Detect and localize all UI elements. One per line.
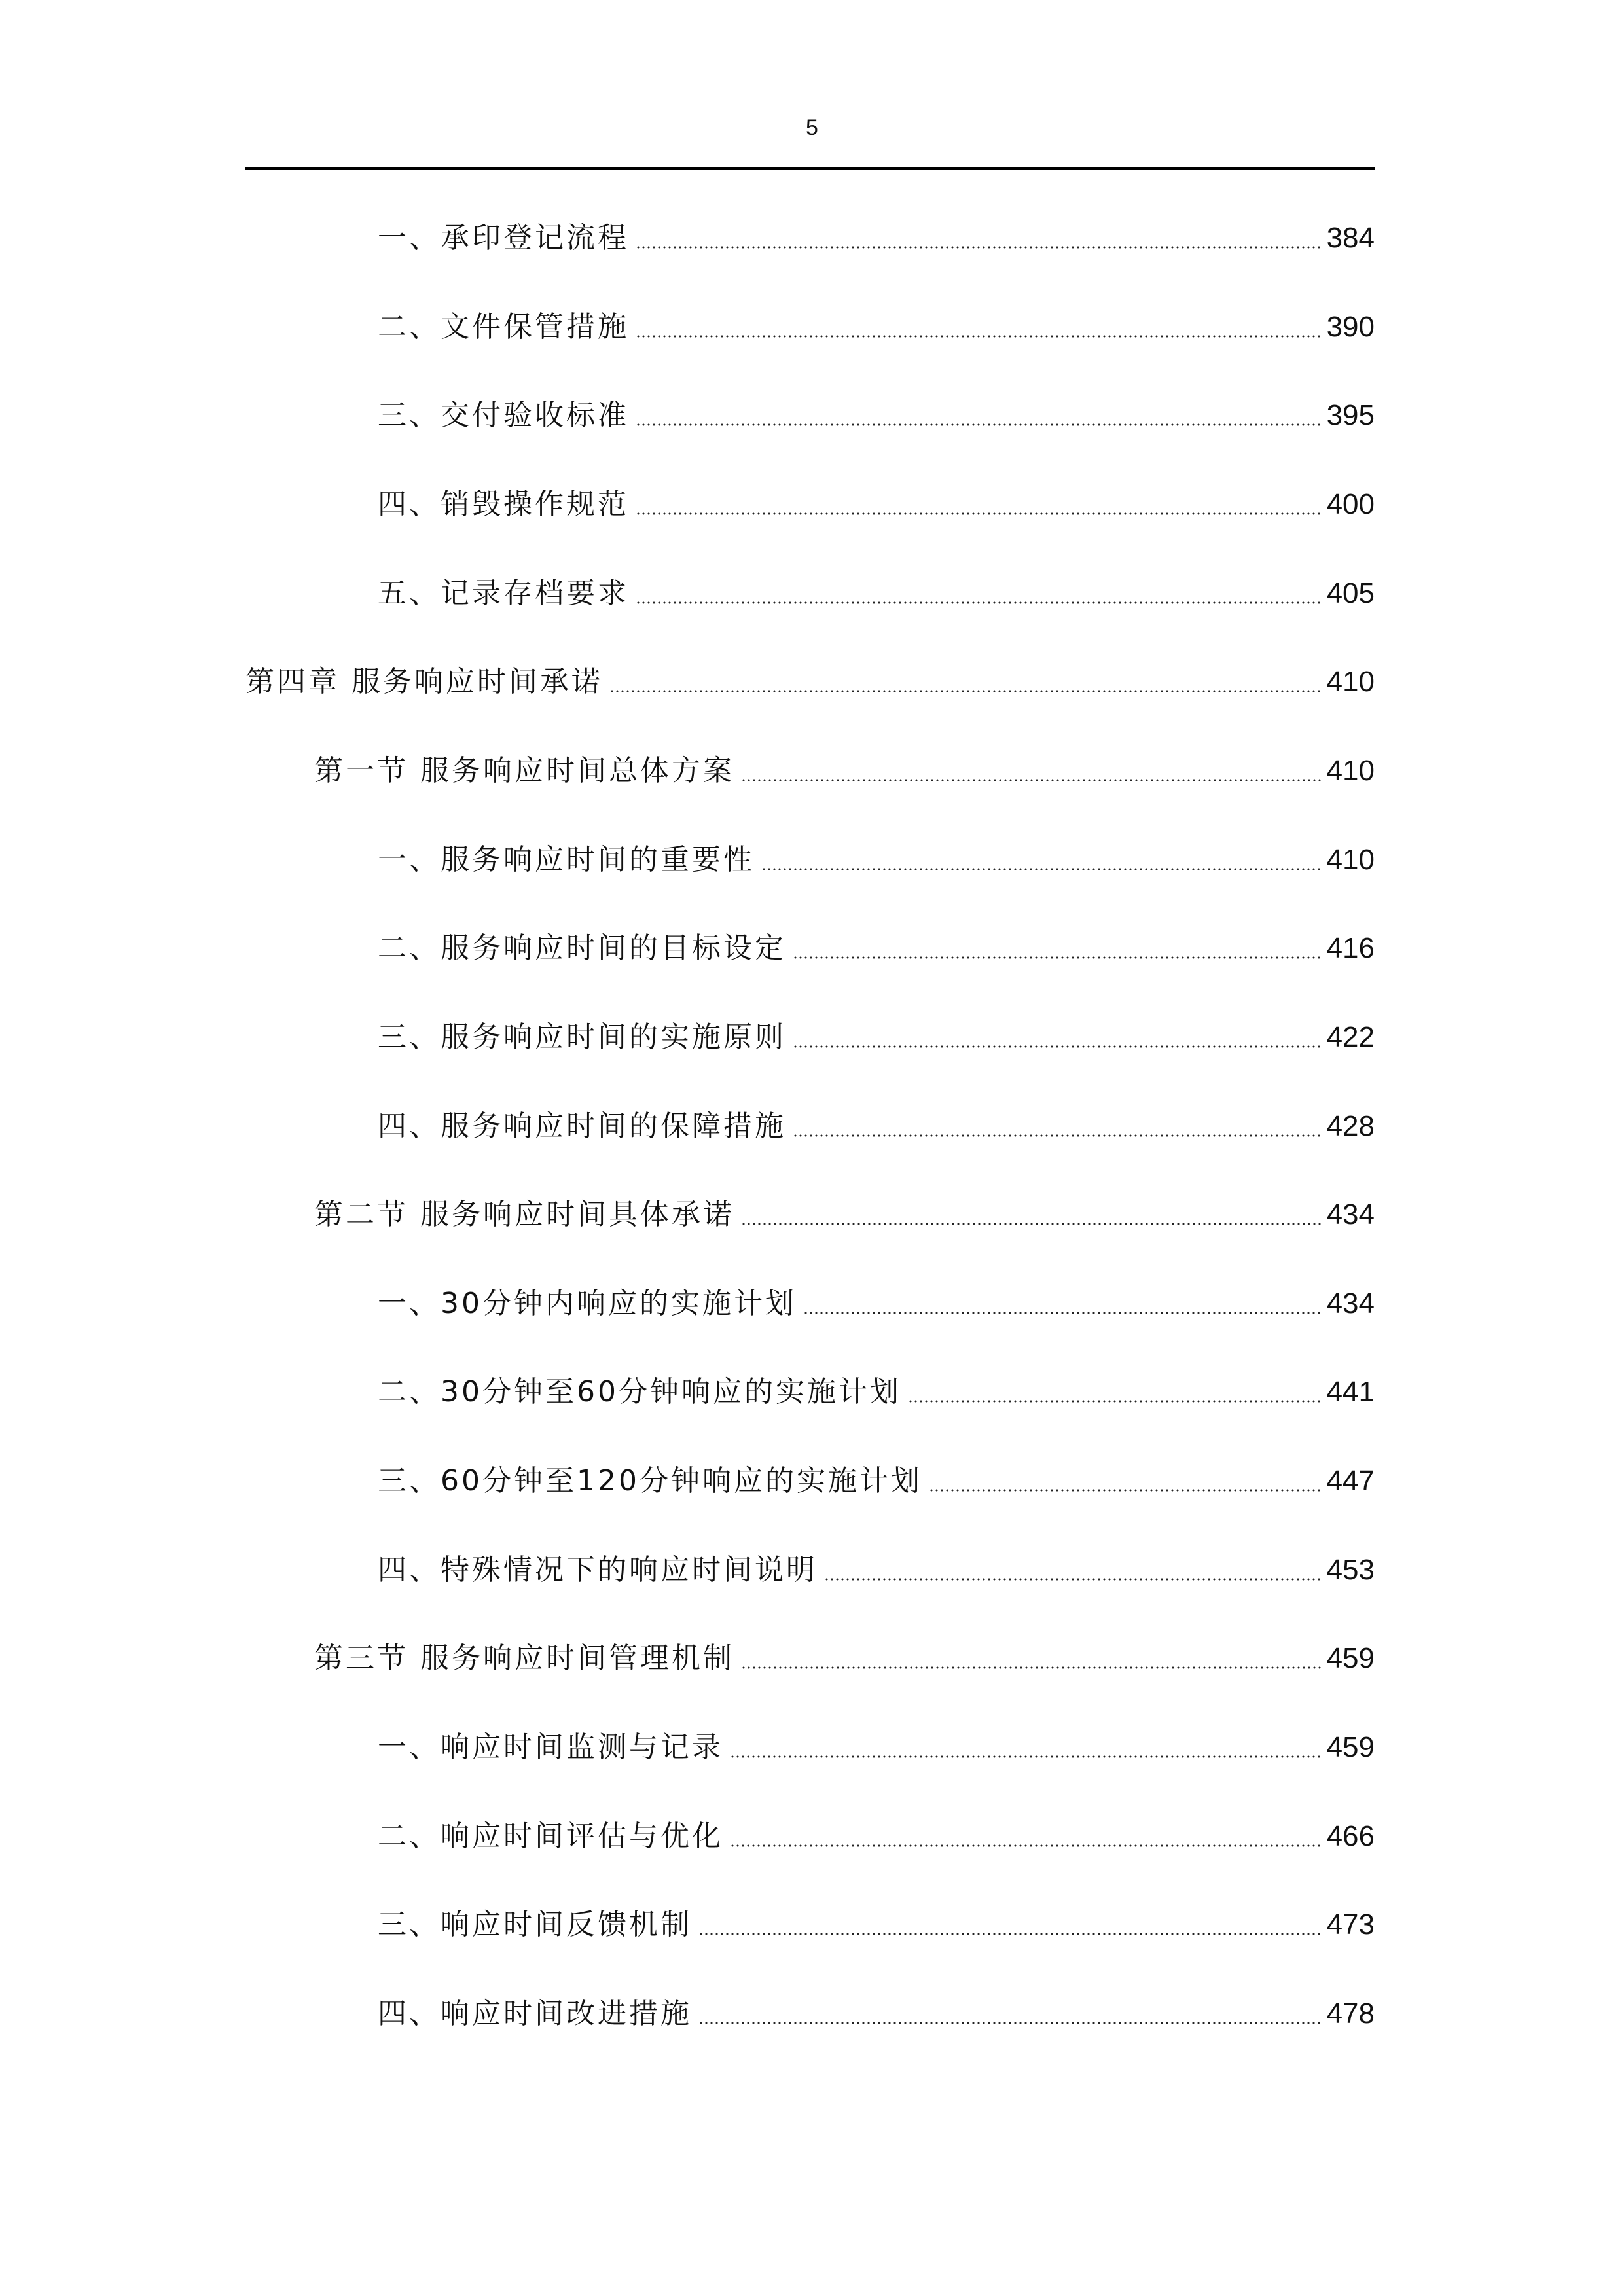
- dot-leader: [803, 1312, 1323, 1314]
- toc-entry-page: 478: [1326, 1998, 1375, 2030]
- dot-leader: [793, 1134, 1323, 1137]
- toc-entry-page: 434: [1326, 1287, 1375, 1319]
- toc-entry-title: 第四章 服务响应时间承诺: [245, 665, 603, 699]
- toc-entry[interactable]: [378, 1284, 1375, 1323]
- toc-entry-title: 一、服务响应时间的重要性: [378, 842, 755, 876]
- toc-entry-title: 五、记录存档要求: [378, 576, 629, 610]
- toc-entry-title: 第一节 服务响应时间总体方案: [314, 753, 734, 787]
- toc-entry-title: 四、销毁操作规范: [378, 487, 629, 521]
- toc-entry[interactable]: [378, 1728, 1375, 1767]
- toc-entry-title: 三、服务响应时间的实施原则: [378, 1020, 786, 1054]
- dot-leader: [761, 868, 1323, 870]
- dot-leader: [929, 1489, 1323, 1492]
- dot-leader: [741, 779, 1323, 781]
- toc-entry[interactable]: [245, 662, 1375, 702]
- dot-leader: [824, 1578, 1323, 1581]
- dot-leader: [698, 1933, 1323, 1935]
- toc-entry[interactable]: [314, 1639, 1375, 1678]
- dot-leader: [636, 512, 1323, 515]
- toc-entry-page: 410: [1326, 843, 1375, 876]
- dot-leader: [793, 956, 1323, 959]
- toc-entry[interactable]: [314, 1195, 1375, 1234]
- toc-entry-title: 一、30分钟内响应的实施计划: [378, 1286, 797, 1320]
- page-number: 5: [806, 115, 818, 140]
- toc-entry-title: 二、文件保管措施: [378, 310, 629, 344]
- toc-entry-title: 二、服务响应时间的目标设定: [378, 931, 786, 965]
- toc-entry-page: 422: [1326, 1020, 1375, 1053]
- toc-entry-page: 473: [1326, 1909, 1375, 1941]
- toc-entry[interactable]: [378, 1372, 1375, 1412]
- dot-leader: [636, 335, 1323, 338]
- toc-entry[interactable]: [378, 574, 1375, 613]
- toc-entry-title: 四、特殊情况下的响应时间说明: [378, 1552, 818, 1587]
- toc-entry-page: 400: [1326, 488, 1375, 520]
- toc-entry-title: 二、30分钟至60分钟响应的实施计划: [378, 1375, 901, 1409]
- toc-entry-title: 三、响应时间反馈机制: [378, 1908, 692, 1942]
- toc-entry-page: 447: [1326, 1465, 1375, 1498]
- dot-leader: [636, 246, 1323, 249]
- toc-entry[interactable]: [378, 1994, 1375, 2034]
- toc-entry-title: 三、60分钟至120分钟响应的实施计划: [378, 1464, 922, 1498]
- dot-leader: [730, 1844, 1323, 1847]
- toc-entry[interactable]: [378, 308, 1375, 347]
- dot-leader: [741, 1666, 1323, 1669]
- toc-entry-page: 395: [1326, 399, 1375, 432]
- toc-entry-page: 434: [1326, 1198, 1375, 1231]
- toc-entry-page: 459: [1326, 1731, 1375, 1764]
- dot-leader: [730, 1755, 1323, 1758]
- toc-entry-title: 四、服务响应时间的保障措施: [378, 1109, 786, 1143]
- toc-entry-page: 466: [1326, 1820, 1375, 1852]
- toc-entry[interactable]: [378, 485, 1375, 524]
- toc-entry[interactable]: [378, 396, 1375, 435]
- toc-entry[interactable]: [378, 1817, 1375, 1856]
- toc-entry-title: 第三节 服务响应时间管理机制: [314, 1641, 734, 1676]
- header-rule: [245, 167, 1375, 170]
- toc-entry-page: 410: [1326, 754, 1375, 787]
- toc-entry-title: 第二节 服务响应时间具体承诺: [314, 1198, 734, 1232]
- toc-entry[interactable]: [378, 1551, 1375, 1590]
- dot-leader: [793, 1045, 1323, 1048]
- dot-leader: [636, 601, 1323, 604]
- toc-entry-page: 459: [1326, 1642, 1375, 1675]
- toc-entry[interactable]: [378, 1462, 1375, 1501]
- toc-entry[interactable]: [378, 1018, 1375, 1057]
- toc-entry-title: 三、交付验收标准: [378, 399, 629, 433]
- toc-entry-page: 410: [1326, 666, 1375, 698]
- toc-entry-page: 405: [1326, 577, 1375, 609]
- toc-entry-title: 二、响应时间评估与优化: [378, 1819, 723, 1853]
- toc-entry-title: 一、承印登记流程: [378, 221, 629, 255]
- toc-entry[interactable]: [314, 751, 1375, 791]
- toc-entry[interactable]: [378, 840, 1375, 880]
- dot-leader: [636, 423, 1323, 426]
- toc-entry-page: 441: [1326, 1376, 1375, 1408]
- toc-entry-page: 428: [1326, 1109, 1375, 1142]
- toc-entry[interactable]: [378, 1107, 1375, 1146]
- dot-leader: [741, 1223, 1323, 1225]
- toc-entry-page: 453: [1326, 1553, 1375, 1586]
- toc-entry-title: 四、响应时间改进措施: [378, 1997, 692, 2030]
- toc-entry-page: 384: [1326, 222, 1375, 254]
- toc-entry[interactable]: [378, 1905, 1375, 1945]
- dot-leader: [698, 2022, 1323, 2024]
- toc-entry-page: 390: [1326, 310, 1375, 343]
- dot-leader: [609, 690, 1323, 692]
- toc-entry-title: 一、响应时间监测与记录: [378, 1731, 723, 1765]
- toc-entry[interactable]: [378, 929, 1375, 968]
- dot-leader: [908, 1400, 1323, 1403]
- toc-entry-page: 416: [1326, 932, 1375, 965]
- toc-entry[interactable]: [378, 219, 1375, 258]
